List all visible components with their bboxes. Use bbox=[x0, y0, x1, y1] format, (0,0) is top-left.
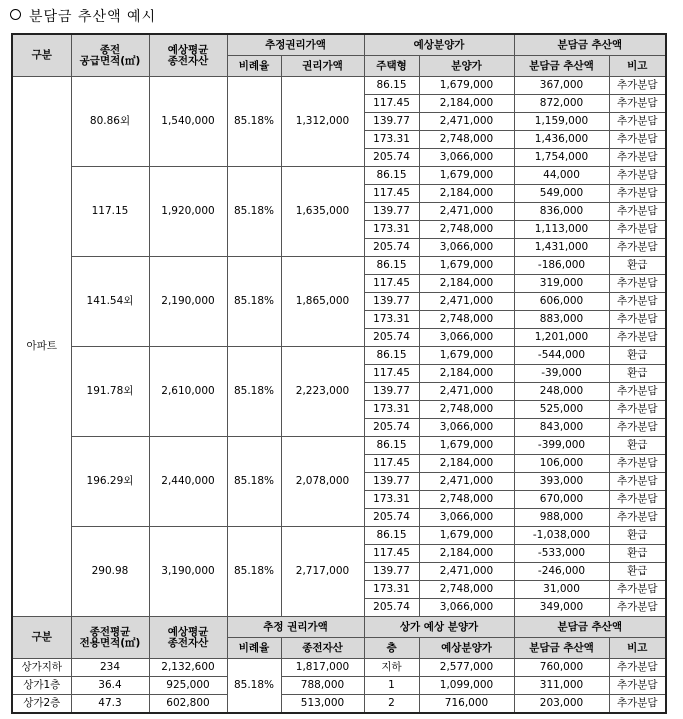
sale-price: 3,066,000 bbox=[419, 149, 514, 167]
shop-header-area bbox=[71, 617, 149, 659]
note: 환급 bbox=[609, 365, 666, 383]
shop-header-note: 비고 bbox=[609, 638, 666, 659]
note: 환급 bbox=[609, 257, 666, 275]
shop-header-area-line1: 종전평균 bbox=[89, 625, 131, 638]
note: 추가분담 bbox=[609, 95, 666, 113]
note: 추가분담 bbox=[609, 599, 666, 617]
charge-value: 31,000 bbox=[514, 581, 609, 599]
group-avg-asset: 3,190,000 bbox=[149, 527, 227, 617]
shop-name: 상가2층 bbox=[12, 695, 71, 714]
shop-avg-asset: 925,000 bbox=[149, 677, 227, 695]
house-type: 139.77 bbox=[364, 113, 419, 131]
note: 추가분담 bbox=[609, 581, 666, 599]
shop-header-area-line2: 전용면적(㎡) bbox=[79, 636, 141, 649]
sale-price: 2,184,000 bbox=[419, 185, 514, 203]
sale-price: 2,748,000 bbox=[419, 221, 514, 239]
contribution-table bbox=[11, 33, 667, 714]
note: 추가분담 bbox=[609, 113, 666, 131]
table-row bbox=[12, 695, 666, 714]
note: 추가분담 bbox=[609, 329, 666, 347]
group-area: 141.54외 bbox=[71, 257, 149, 347]
header-estimated-right: 추정권리가액 bbox=[227, 34, 364, 56]
charge-value: 1,159,000 bbox=[514, 113, 609, 131]
charge-value: -1,038,000 bbox=[514, 527, 609, 545]
sale-price: 2,748,000 bbox=[419, 491, 514, 509]
sale-price: 3,066,000 bbox=[419, 509, 514, 527]
group-ratio: 85.18% bbox=[227, 77, 281, 167]
shop-header-floor: 층 bbox=[364, 638, 419, 659]
shop-sale-price: 1,099,000 bbox=[419, 677, 514, 695]
group-right-value: 2,717,000 bbox=[281, 527, 364, 617]
note: 환급 bbox=[609, 527, 666, 545]
charge-value: 1,754,000 bbox=[514, 149, 609, 167]
note: 추가분담 bbox=[609, 383, 666, 401]
group-ratio: 85.18% bbox=[227, 437, 281, 527]
shop-header-ratio: 비례율 bbox=[227, 638, 281, 659]
table-row bbox=[12, 257, 666, 275]
sale-price: 2,748,000 bbox=[419, 581, 514, 599]
sale-price: 2,184,000 bbox=[419, 95, 514, 113]
shop-area: 234 bbox=[71, 659, 149, 677]
charge-value: 106,000 bbox=[514, 455, 609, 473]
table-row bbox=[12, 527, 666, 545]
sale-price: 2,184,000 bbox=[419, 275, 514, 293]
shop-right-value: 513,000 bbox=[281, 695, 364, 714]
house-type: 117.45 bbox=[364, 365, 419, 383]
house-type: 205.74 bbox=[364, 419, 419, 437]
sale-price: 2,748,000 bbox=[419, 311, 514, 329]
header-gubun: 구분 bbox=[12, 34, 71, 77]
shop-right-value: 1,817,000 bbox=[281, 659, 364, 677]
charge-value: 525,000 bbox=[514, 401, 609, 419]
house-type: 139.77 bbox=[364, 563, 419, 581]
group-right-value: 2,223,000 bbox=[281, 347, 364, 437]
sale-price: 2,471,000 bbox=[419, 473, 514, 491]
header-charge: 분담금 추산액 bbox=[514, 34, 666, 56]
sale-price: 3,066,000 bbox=[419, 599, 514, 617]
charge-value: 549,000 bbox=[514, 185, 609, 203]
table-row bbox=[12, 659, 666, 677]
shop-ratio: 85.18% bbox=[227, 659, 281, 714]
group-right-value: 1,312,000 bbox=[281, 77, 364, 167]
charge-value: 367,000 bbox=[514, 77, 609, 95]
sale-price: 1,679,000 bbox=[419, 77, 514, 95]
sale-price: 1,679,000 bbox=[419, 437, 514, 455]
shop-right-value: 788,000 bbox=[281, 677, 364, 695]
house-type: 205.74 bbox=[364, 509, 419, 527]
header-avg-asset bbox=[149, 34, 227, 77]
house-type: 139.77 bbox=[364, 383, 419, 401]
shop-charge-value: 760,000 bbox=[514, 659, 609, 677]
note: 추가분담 bbox=[609, 401, 666, 419]
header-area bbox=[71, 34, 149, 77]
group-avg-asset: 2,190,000 bbox=[149, 257, 227, 347]
shop-header-charge-value: 분담금 추산액 bbox=[514, 638, 609, 659]
note: 추가분담 bbox=[609, 221, 666, 239]
house-type: 86.15 bbox=[364, 527, 419, 545]
group-ratio: 85.18% bbox=[227, 167, 281, 257]
note: 추가분담 bbox=[609, 185, 666, 203]
sale-price: 2,748,000 bbox=[419, 131, 514, 149]
house-type: 173.31 bbox=[364, 221, 419, 239]
sale-price: 2,184,000 bbox=[419, 545, 514, 563]
shop-header-avg-line1: 예상평균 bbox=[167, 625, 209, 638]
shop-header-avg-line2: 종전자산 bbox=[167, 636, 209, 649]
house-type: 117.45 bbox=[364, 545, 419, 563]
shop-header-gubun: 구분 bbox=[12, 617, 71, 659]
charge-value: 988,000 bbox=[514, 509, 609, 527]
charge-value: 670,000 bbox=[514, 491, 609, 509]
shop-area: 36.4 bbox=[71, 677, 149, 695]
charge-value: -39,000 bbox=[514, 365, 609, 383]
note: 추가분담 bbox=[609, 455, 666, 473]
note: 환급 bbox=[609, 347, 666, 365]
shop-header-avg-asset bbox=[149, 617, 227, 659]
group-area: 196.29외 bbox=[71, 437, 149, 527]
house-type: 205.74 bbox=[364, 239, 419, 257]
house-type: 117.45 bbox=[364, 185, 419, 203]
house-type: 139.77 bbox=[364, 203, 419, 221]
sale-price: 3,066,000 bbox=[419, 239, 514, 257]
note: 추가분담 bbox=[609, 509, 666, 527]
shop-sale-price: 716,000 bbox=[419, 695, 514, 714]
house-type: 117.45 bbox=[364, 95, 419, 113]
note: 환급 bbox=[609, 437, 666, 455]
note: 추가분담 bbox=[609, 275, 666, 293]
house-type: 173.31 bbox=[364, 311, 419, 329]
note: 추가분담 bbox=[609, 239, 666, 257]
group-right-value: 1,865,000 bbox=[281, 257, 364, 347]
shop-name: 상가1층 bbox=[12, 677, 71, 695]
group-ratio: 85.18% bbox=[227, 257, 281, 347]
shop-area: 47.3 bbox=[71, 695, 149, 714]
sale-price: 1,679,000 bbox=[419, 167, 514, 185]
charge-value: 843,000 bbox=[514, 419, 609, 437]
shop-header-expected-sale: 상가 예상 분양가 bbox=[364, 617, 514, 638]
house-type: 139.77 bbox=[364, 473, 419, 491]
shop-floor: 지하 bbox=[364, 659, 419, 677]
house-type: 86.15 bbox=[364, 77, 419, 95]
note: 추가분담 bbox=[609, 293, 666, 311]
sale-price: 2,471,000 bbox=[419, 113, 514, 131]
shop-floor: 1 bbox=[364, 677, 419, 695]
group-area: 191.78외 bbox=[71, 347, 149, 437]
house-type: 205.74 bbox=[364, 599, 419, 617]
charge-value: 1,436,000 bbox=[514, 131, 609, 149]
sale-price: 1,679,000 bbox=[419, 257, 514, 275]
shop-floor: 2 bbox=[364, 695, 419, 714]
shop-note: 추가분담 bbox=[609, 677, 666, 695]
table-row bbox=[12, 77, 666, 95]
group-right-value: 2,078,000 bbox=[281, 437, 364, 527]
sale-price: 2,748,000 bbox=[419, 401, 514, 419]
charge-value: 248,000 bbox=[514, 383, 609, 401]
house-type: 205.74 bbox=[364, 149, 419, 167]
table-row bbox=[12, 677, 666, 695]
note: 추가분담 bbox=[609, 131, 666, 149]
header-note: 비고 bbox=[609, 56, 666, 77]
group-avg-asset: 1,920,000 bbox=[149, 167, 227, 257]
sale-price: 1,679,000 bbox=[419, 527, 514, 545]
house-type: 173.31 bbox=[364, 401, 419, 419]
table-row bbox=[12, 167, 666, 185]
sale-price: 3,066,000 bbox=[419, 329, 514, 347]
shop-note: 추가분담 bbox=[609, 659, 666, 677]
shop-sale-price: 2,577,000 bbox=[419, 659, 514, 677]
charge-value: 319,000 bbox=[514, 275, 609, 293]
apartment-section bbox=[12, 34, 666, 617]
header-avg-line2: 종전자산 bbox=[167, 54, 209, 67]
house-type: 86.15 bbox=[364, 437, 419, 455]
header-area-line1: 종전 bbox=[99, 43, 121, 56]
note: 추가분담 bbox=[609, 77, 666, 95]
note: 추가분담 bbox=[609, 167, 666, 185]
sale-price: 2,184,000 bbox=[419, 455, 514, 473]
note: 환급 bbox=[609, 563, 666, 581]
charge-value: 349,000 bbox=[514, 599, 609, 617]
shop-avg-asset: 602,800 bbox=[149, 695, 227, 714]
sale-price: 1,679,000 bbox=[419, 347, 514, 365]
charge-value: 872,000 bbox=[514, 95, 609, 113]
charge-value: 836,000 bbox=[514, 203, 609, 221]
group-avg-asset: 2,440,000 bbox=[149, 437, 227, 527]
header-expected-sale: 예상분양가 bbox=[364, 34, 514, 56]
header-avg-line1: 예상평균 bbox=[167, 43, 209, 56]
page-title bbox=[10, 6, 156, 26]
sale-price: 2,471,000 bbox=[419, 293, 514, 311]
group-area: 290.98 bbox=[71, 527, 149, 617]
charge-value: 606,000 bbox=[514, 293, 609, 311]
charge-value: -533,000 bbox=[514, 545, 609, 563]
sale-price: 2,471,000 bbox=[419, 383, 514, 401]
house-type: 139.77 bbox=[364, 293, 419, 311]
charge-value: 883,000 bbox=[514, 311, 609, 329]
sale-price: 2,471,000 bbox=[419, 563, 514, 581]
charge-value: 44,000 bbox=[514, 167, 609, 185]
charge-value: -246,000 bbox=[514, 563, 609, 581]
note: 추가분담 bbox=[609, 203, 666, 221]
house-type: 173.31 bbox=[364, 131, 419, 149]
charge-value: 1,113,000 bbox=[514, 221, 609, 239]
note: 추가분담 bbox=[609, 491, 666, 509]
house-type: 117.45 bbox=[364, 455, 419, 473]
header-right-value: 권리가액 bbox=[281, 56, 364, 77]
shop-avg-asset: 2,132,600 bbox=[149, 659, 227, 677]
house-type: 173.31 bbox=[364, 581, 419, 599]
house-type: 173.31 bbox=[364, 491, 419, 509]
charge-value: 1,431,000 bbox=[514, 239, 609, 257]
group-avg-asset: 1,540,000 bbox=[149, 77, 227, 167]
header-sale-price: 분양가 bbox=[419, 56, 514, 77]
house-type: 86.15 bbox=[364, 167, 419, 185]
shop-charge-value: 203,000 bbox=[514, 695, 609, 714]
sale-price: 2,471,000 bbox=[419, 203, 514, 221]
group-area: 80.86외 bbox=[71, 77, 149, 167]
shop-name: 상가지하 bbox=[12, 659, 71, 677]
house-type: 205.74 bbox=[364, 329, 419, 347]
shop-charge-value: 311,000 bbox=[514, 677, 609, 695]
shop-header-sale-price: 예상분양가 bbox=[419, 638, 514, 659]
group-area: 117.15 bbox=[71, 167, 149, 257]
sale-price: 3,066,000 bbox=[419, 419, 514, 437]
shop-header-charge: 분담금 추산액 bbox=[514, 617, 666, 638]
group-right-value: 1,635,000 bbox=[281, 167, 364, 257]
page-title-text: 분담금 추산액 예시 bbox=[29, 9, 157, 25]
circle-bullet-icon bbox=[10, 9, 21, 20]
header-area-line2: 공급면적(㎡) bbox=[79, 54, 141, 67]
note: 추가분담 bbox=[609, 311, 666, 329]
shop-section bbox=[12, 617, 666, 714]
header-charge-value: 분담금 추산액 bbox=[514, 56, 609, 77]
note: 추가분담 bbox=[609, 473, 666, 491]
table-row bbox=[12, 347, 666, 365]
charge-value: 393,000 bbox=[514, 473, 609, 491]
note: 환급 bbox=[609, 545, 666, 563]
note: 추가분담 bbox=[609, 419, 666, 437]
charge-value: -544,000 bbox=[514, 347, 609, 365]
charge-value: -399,000 bbox=[514, 437, 609, 455]
group-avg-asset: 2,610,000 bbox=[149, 347, 227, 437]
note: 추가분담 bbox=[609, 149, 666, 167]
shop-note: 추가분담 bbox=[609, 695, 666, 714]
shop-header-estimated-right: 추정 권리가액 bbox=[227, 617, 364, 638]
house-type: 86.15 bbox=[364, 347, 419, 365]
group-ratio: 85.18% bbox=[227, 527, 281, 617]
charge-value: -186,000 bbox=[514, 257, 609, 275]
charge-value: 1,201,000 bbox=[514, 329, 609, 347]
house-type: 117.45 bbox=[364, 275, 419, 293]
house-type: 86.15 bbox=[364, 257, 419, 275]
table-row bbox=[12, 437, 666, 455]
header-ratio: 비례율 bbox=[227, 56, 281, 77]
header-house-type: 주택형 bbox=[364, 56, 419, 77]
apartment-label: 아파트 bbox=[12, 77, 71, 617]
group-ratio: 85.18% bbox=[227, 347, 281, 437]
sale-price: 2,184,000 bbox=[419, 365, 514, 383]
shop-header-prior-asset: 종전자산 bbox=[281, 638, 364, 659]
